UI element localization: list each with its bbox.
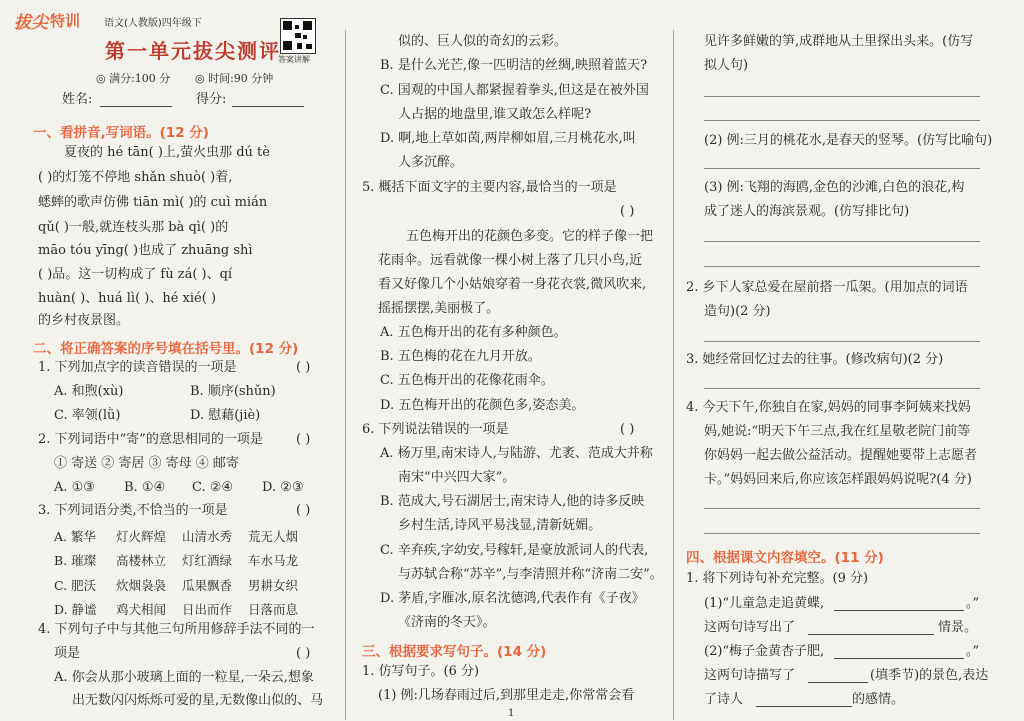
s4-poem-2-feeling-prefix: 了诗人	[704, 692, 744, 707]
q3-row-c-3: 瓜果飘香	[182, 578, 233, 593]
s3-q4-stem-line4: 卡。”妈妈回来后,你应该怎样跟妈妈说呢?(4 分)	[704, 472, 972, 487]
q5-passage-line1: 五色梅开出的花颜色多变。它的样子像一把	[406, 229, 654, 244]
q2-option-c: C. ②④	[192, 480, 234, 495]
q5-passage-line3: 看又好像几个小姑娘穿着一身花衣裳,微风吹来,	[378, 277, 647, 292]
q5-option-a: A. 五色梅开出的花有多种颜色。	[380, 325, 567, 340]
q3-row-a-2: 灯火辉煌	[116, 529, 167, 544]
section-3-title: 三、根据要求写句子。(14 分)	[362, 644, 547, 660]
q3-answer-paren[interactable]: ( )	[296, 503, 311, 518]
s4-poem-2-prefix: (2)“梅子金黄杏子肥,	[704, 644, 825, 659]
answer-line[interactable]	[704, 266, 980, 267]
sec1-line-1: 夏夜的 hé tān( )上,萤火虫那 dú tè	[64, 145, 270, 160]
q4-option-a-line1: A. 你会从那小玻璃上面的一粒星,一朵云,想象	[54, 670, 314, 685]
s3-q1-example-1-task: 拟人句)	[704, 58, 749, 73]
q1-stem: 1. 下列加点字的读音错误的一项是	[38, 360, 237, 375]
q6-option-c-line2: 与苏轼合称“苏辛”,与李清照并称“济南二安”。	[398, 567, 663, 582]
s4-poem-1-scene-suffix: 情景。	[938, 620, 978, 635]
sec1-line-4: qǔ( )一般,就连枝头那 bà qì( )的	[38, 220, 229, 235]
s4-poem-2-season-suffix: (填季节)的景色,表达	[870, 668, 989, 683]
section-2-title: 二、将正确答案的序号填在括号里。(12 分)	[33, 341, 299, 357]
q5-option-b: B. 五色梅的花在九月开放。	[380, 349, 541, 364]
q1-option-d: D. 慰藉(jiè)	[190, 408, 261, 423]
q5-answer-paren[interactable]: ( )	[620, 204, 635, 219]
name-label: 姓名:	[62, 92, 93, 107]
q1-option-c: C. 率领(lǜ)	[54, 408, 121, 423]
s3-q1-example-1-cont: 见许多鲜嫩的笋,成群地从土里探出头来。(仿写	[704, 34, 974, 49]
sec1-line-5: māo tóu yīng( )也成了 zhuāng shì	[38, 243, 253, 258]
q3-row-d-4: 日落而息	[248, 602, 299, 617]
q6-stem: 6. 下列说法错误的一项是	[362, 422, 509, 437]
s3-q4-stem-line3: 你妈妈一起去做公益活动。提醒她要带上志愿者	[704, 448, 978, 463]
time-limit: ◎ 时间:90 分钟	[195, 72, 274, 85]
q5-option-c: C. 五色梅开出的花像花雨伞。	[380, 373, 554, 388]
section-4-title: 四、根据课文内容填空。(11 分)	[686, 550, 884, 566]
s3-q1-example-3-line2: 成了迷人的海滨景观。(仿写排比句)	[704, 204, 910, 219]
brand-logo-suffix: 特训	[50, 12, 81, 30]
q5-passage-line2: 花雨伞。远看就像一棵小树上落了几只小鸟,近	[378, 253, 643, 268]
answer-line[interactable]	[704, 341, 980, 342]
q2-option-a: A. ①③	[54, 480, 95, 495]
q4-option-a-line3: 似的、巨人似的奇幻的云彩。	[398, 34, 568, 49]
q3-row-a-4: 荒无人烟	[248, 529, 299, 544]
q6-answer-paren[interactable]: ( )	[620, 422, 635, 437]
q2-items: ① 寄送 ② 寄居 ③ 寄母 ④ 邮寄	[54, 456, 239, 471]
s4-poem-1-scene-blank[interactable]	[808, 620, 934, 635]
q6-option-b-line1: B. 范成大,号石湖居士,南宋诗人,他的诗多反映	[380, 494, 645, 509]
s4-poem-2-suffix: 。”	[966, 644, 980, 659]
score-label: 得分:	[196, 92, 227, 107]
q3-row-c-2: 炊烟袅袅	[116, 578, 167, 593]
q3-row-c-4: 男耕女织	[248, 578, 299, 593]
q6-option-d-line1: D. 茅盾,字雁冰,原名沈德鸿,代表作有《子夜》	[380, 591, 645, 606]
s3-q1-example-1: (1) 例:几场春雨过后,到那里走走,你常常会看	[378, 688, 635, 703]
s4-poem-2-feeling-suffix: 的感情。	[852, 692, 905, 707]
q3-row-a-3: 山清水秀	[182, 529, 233, 544]
s4-poem-2-season-blank[interactable]	[808, 668, 868, 683]
s4-poem-1-suffix: 。”	[966, 596, 980, 611]
q2-answer-paren[interactable]: ( )	[296, 432, 311, 447]
s3-q2-stem-line2: 造句)(2 分)	[704, 304, 771, 319]
s4-q1-stem: 1. 将下列诗句补充完整。(9 分)	[686, 571, 869, 586]
q4-option-d-line1: D. 啊,地上草如茵,两岸柳如眉,三月桃花水,叫	[380, 131, 636, 146]
qr-label: 答案讲解	[278, 55, 310, 64]
s3-q4-stem-line1: 4. 今天下午,你独自在家,妈妈的同事李阿姨来找妈	[686, 400, 971, 415]
q2-option-d: D. ②③	[262, 480, 304, 495]
subject-label: 语文(人教版)四年级下	[104, 18, 202, 29]
q1-option-b: B. 顺序(shǔn)	[190, 384, 276, 399]
q6-option-d-line2: 《济南的冬天》。	[398, 615, 496, 630]
s3-q3-stem: 3. 她经常回忆过去的往事。(修改病句)(2 分)	[686, 352, 944, 367]
column-divider-2	[673, 30, 674, 720]
q4-option-c-line1: C. 国观的中国人都紧握着拳头,但这是在被外国	[380, 83, 649, 98]
brand-logo: 拔尖	[14, 13, 48, 33]
answer-line[interactable]	[704, 388, 980, 389]
q6-option-a-line1: A. 杨万里,南宋诗人,与陆游、尤袤、范成大并称	[380, 446, 653, 461]
answer-line[interactable]	[704, 120, 980, 121]
q2-option-b: B. ①④	[124, 480, 166, 495]
q3-row-b-1: B. 璀璨	[54, 553, 97, 568]
sec1-line-2: ( )的灯笼不停地 shǎn shuò( )着,	[38, 170, 233, 185]
q1-option-a: A. 和煦(xù)	[54, 384, 124, 399]
s4-poem-1-prefix: (1)“儿童急走追黄蝶,	[704, 596, 825, 611]
s4-poem-2-blank[interactable]	[834, 644, 964, 659]
qr-code[interactable]	[280, 18, 316, 54]
q6-option-a-line2: 南宋“中兴四大家”。	[398, 470, 516, 485]
name-field[interactable]	[100, 92, 172, 107]
q4-answer-paren[interactable]: ( )	[296, 646, 311, 661]
q4-option-c-line2: 人占据的地盘里,谁又敢怎么样呢?	[398, 107, 592, 122]
s3-q2-stem-line1: 2. 乡下人家总爱在屋前搭一瓜架。(用加点的词语	[686, 280, 968, 295]
sec1-line-3: 蟋蟀的歌声仿佛 tiān mì( )的 cuì mián	[38, 195, 268, 210]
page-number: 1	[508, 708, 515, 719]
q3-row-c-1: C. 肥沃	[54, 578, 97, 593]
q4-option-b: B. 是什么光芒,像一匹明洁的丝绸,映照着蓝天?	[380, 58, 648, 73]
column-divider-1	[345, 30, 346, 720]
answer-line[interactable]	[704, 168, 980, 169]
q3-row-d-3: 日出而作	[182, 602, 233, 617]
q3-row-b-2: 高楼林立	[116, 553, 167, 568]
sec1-line-8: 的乡村夜景图。	[38, 313, 130, 328]
s3-q4-stem-line2: 妈,她说:“明天下午三点,我在红星敬老院门前等	[704, 424, 971, 439]
q4-option-d-line2: 人多沉醉。	[398, 155, 464, 170]
s3-q1-example-3-line1: (3) 例:飞翔的海鸥,金色的沙滩,白色的浪花,构	[704, 180, 965, 195]
sec1-line-6: ( )品。这一切构成了 fù zá( )、qí	[38, 267, 233, 282]
q3-stem: 3. 下列词语分类,不恰当的一项是	[38, 503, 228, 518]
answer-line[interactable]	[704, 533, 980, 534]
score-field[interactable]	[232, 92, 304, 107]
page-title: 第一单元拔尖测评	[105, 39, 281, 63]
s4-poem-1-blank[interactable]	[834, 596, 964, 611]
q3-row-d-2: 鸡犬相闻	[116, 602, 167, 617]
q5-stem: 5. 概括下面文字的主要内容,最恰当的一项是	[362, 180, 617, 195]
s4-poem-2-season-prefix: 这两句诗描写了	[704, 668, 796, 683]
s3-q1-stem: 1. 仿写句子。(6 分)	[362, 664, 480, 679]
q2-stem: 2. 下列词语中“寄”的意思相同的一项是	[38, 432, 263, 447]
q6-option-c-line1: C. 辛弃疾,字幼安,号稼轩,是豪放派词人的代表,	[380, 543, 649, 558]
full-score: ◎ 满分:100 分	[96, 72, 171, 85]
answer-line[interactable]	[704, 508, 980, 509]
q3-row-b-3: 灯红酒绿	[182, 553, 233, 568]
q1-answer-paren[interactable]: ( )	[296, 360, 311, 375]
q3-row-a-1: A. 繁华	[54, 529, 96, 544]
answer-line[interactable]	[704, 96, 980, 97]
section-1-title: 一、看拼音,写词语。(12 分)	[33, 125, 209, 141]
q4-stem: 4. 下列句子中与其他三句所用修辞手法不同的一	[38, 622, 315, 637]
s4-poem-1-scene-prefix: 这两句诗写出了	[704, 620, 796, 635]
q3-row-d-1: D. 静谧	[54, 602, 97, 617]
answer-line[interactable]	[704, 241, 980, 242]
q4-option-a-line2: 出无数闪闪烁烁可爱的星,无数像山似的、马	[72, 693, 324, 708]
s4-poem-2-feeling-blank[interactable]	[756, 692, 852, 707]
q5-passage-line4: 摇摇摆摆,美丽极了。	[378, 301, 500, 316]
s3-q1-example-2: (2) 例:三月的桃花水,是春天的竖琴。(仿写比喻句)	[704, 133, 993, 148]
q3-row-b-4: 车水马龙	[248, 553, 299, 568]
sec1-line-7: huàn( )、huá lì( )、hé xié( )	[38, 291, 217, 306]
q4-stem-cont: 项是	[54, 646, 81, 661]
q5-option-d: D. 五色梅开出的花颜色多,姿态美。	[380, 398, 585, 413]
q6-option-b-line2: 乡村生活,诗风平易浅显,清新妩媚。	[398, 518, 602, 533]
